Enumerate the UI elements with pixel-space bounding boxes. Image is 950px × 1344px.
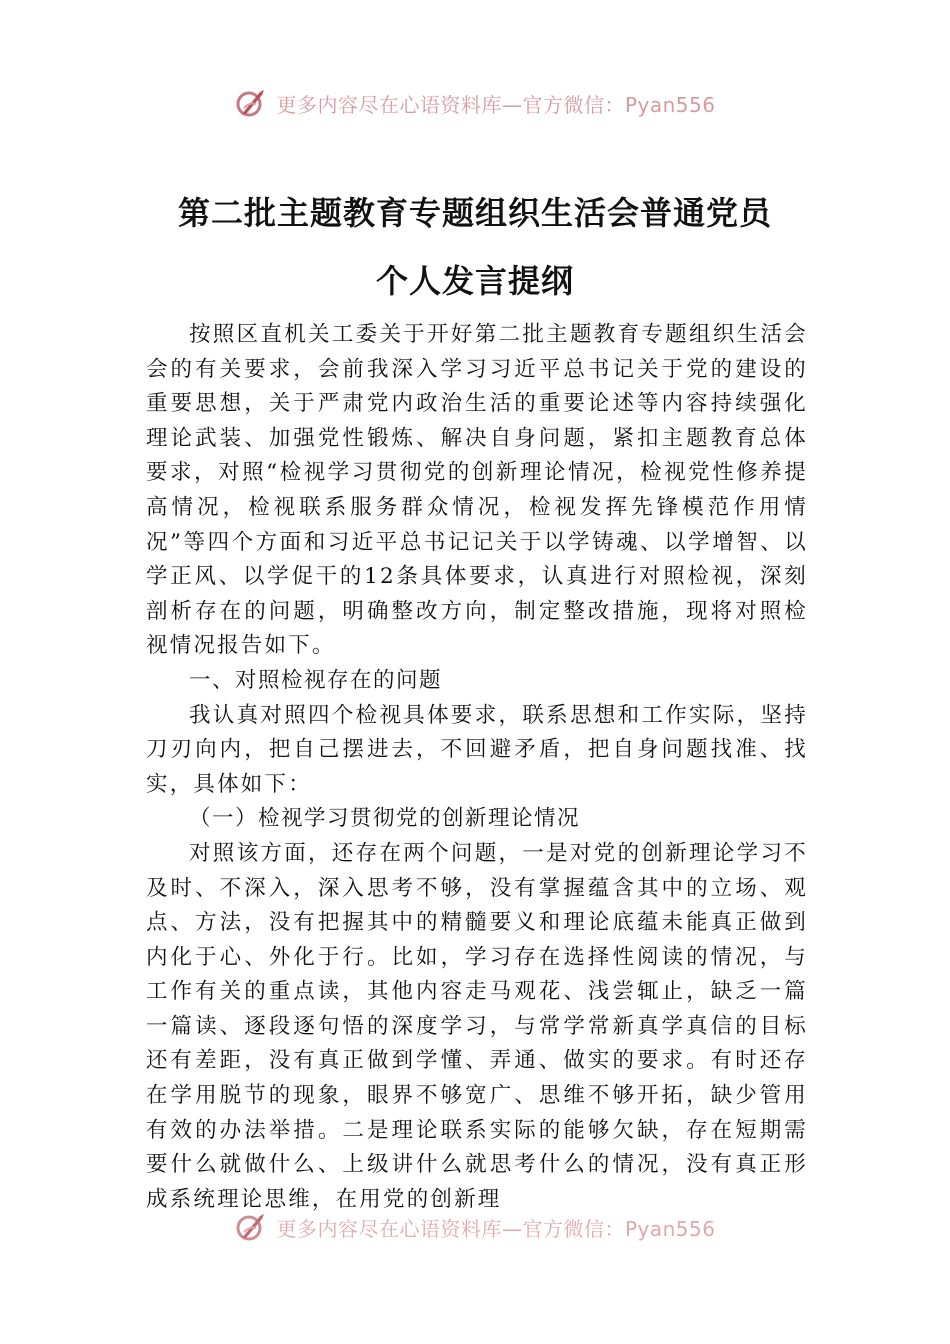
watermark-text: 更多内容尽在心语资料库—官方微信：Pyan556 xyxy=(276,92,716,117)
subsection-heading-1: （一）检视学习贯彻党的创新理论情况 xyxy=(189,806,581,832)
document-body xyxy=(146,318,808,1217)
watermark-header xyxy=(0,86,950,120)
watermark-footer xyxy=(0,1210,950,1244)
section-1-paragraph: 我认真对照四个检视具体要求，联系思想和工作实际，坚持刀刃向内，把自己摆进去，不回避矛盾，把自身问题找准、找实，具体如下： xyxy=(146,702,808,797)
section-heading-1: 一、对照检视存在的问题 xyxy=(189,667,443,693)
document-title-line-2: 个人发言提纲 xyxy=(375,262,574,300)
watermark-text: 更多内容尽在心语资料库—官方微信：Pyan556 xyxy=(276,1216,716,1241)
subsection-1-paragraph: 对照该方面，还存在两个问题，一是对党的创新理论学习不及时、不深入，深入思考不够，没有掌握蕴含其中的立场、观点、方法，没有把握其中的精髓要义和理论底蕴未能真正做到内化于心、外化于行。比如，学习存在选择性阅读的情况，与工作有关的重点读，其他内容走马观花、浅尝辄止，缺乏一篇一篇读、逐段逐句悟的深度学习，与常学常新真学真信的目标还有差距，没有真正做到学懂、弄通、做实的要求。有时还存在学用脱节的现象，眼界不够宽广、思维不够开拓，缺少管用有效的办法举措。二是理论联系实际的能够欠缺，存在短期需要什么就做什么、上级讲什么就思考什么的情况，没有真正形成系统理论思维，在用党的创新理 xyxy=(146,840,808,1212)
document-title-line-1: 第二批主题教育专题组织生活会普通党员 xyxy=(177,194,772,232)
quill-logo-icon xyxy=(234,1210,268,1244)
quill-logo-icon xyxy=(234,86,268,120)
intro-paragraph: 按照区直机关工委关于开好第二批主题教育专题组织生活会会的有关要求，会前我深入学习习近平总书记关于党的建设的重要思想，关于严肃党内政治生活的重要论述等内容持续强化理论武装、加强党性锻炼、解决自身问题，紧扣主题教育总体要求，对照“检视学习贯彻党的创新理论情况，检视党性修养提高情况，检视联系服务群众情况，检视发挥先锋模范作用情况”等四个方面和习近平总书记记关于以学铸魂、以学增智、以学正风、以学促干的12条具体要求，认真进行对照检视，深刻剖析存在的问题，明确整改方向，制定整改措施，现将对照检视情况报告如下。 xyxy=(146,322,808,659)
